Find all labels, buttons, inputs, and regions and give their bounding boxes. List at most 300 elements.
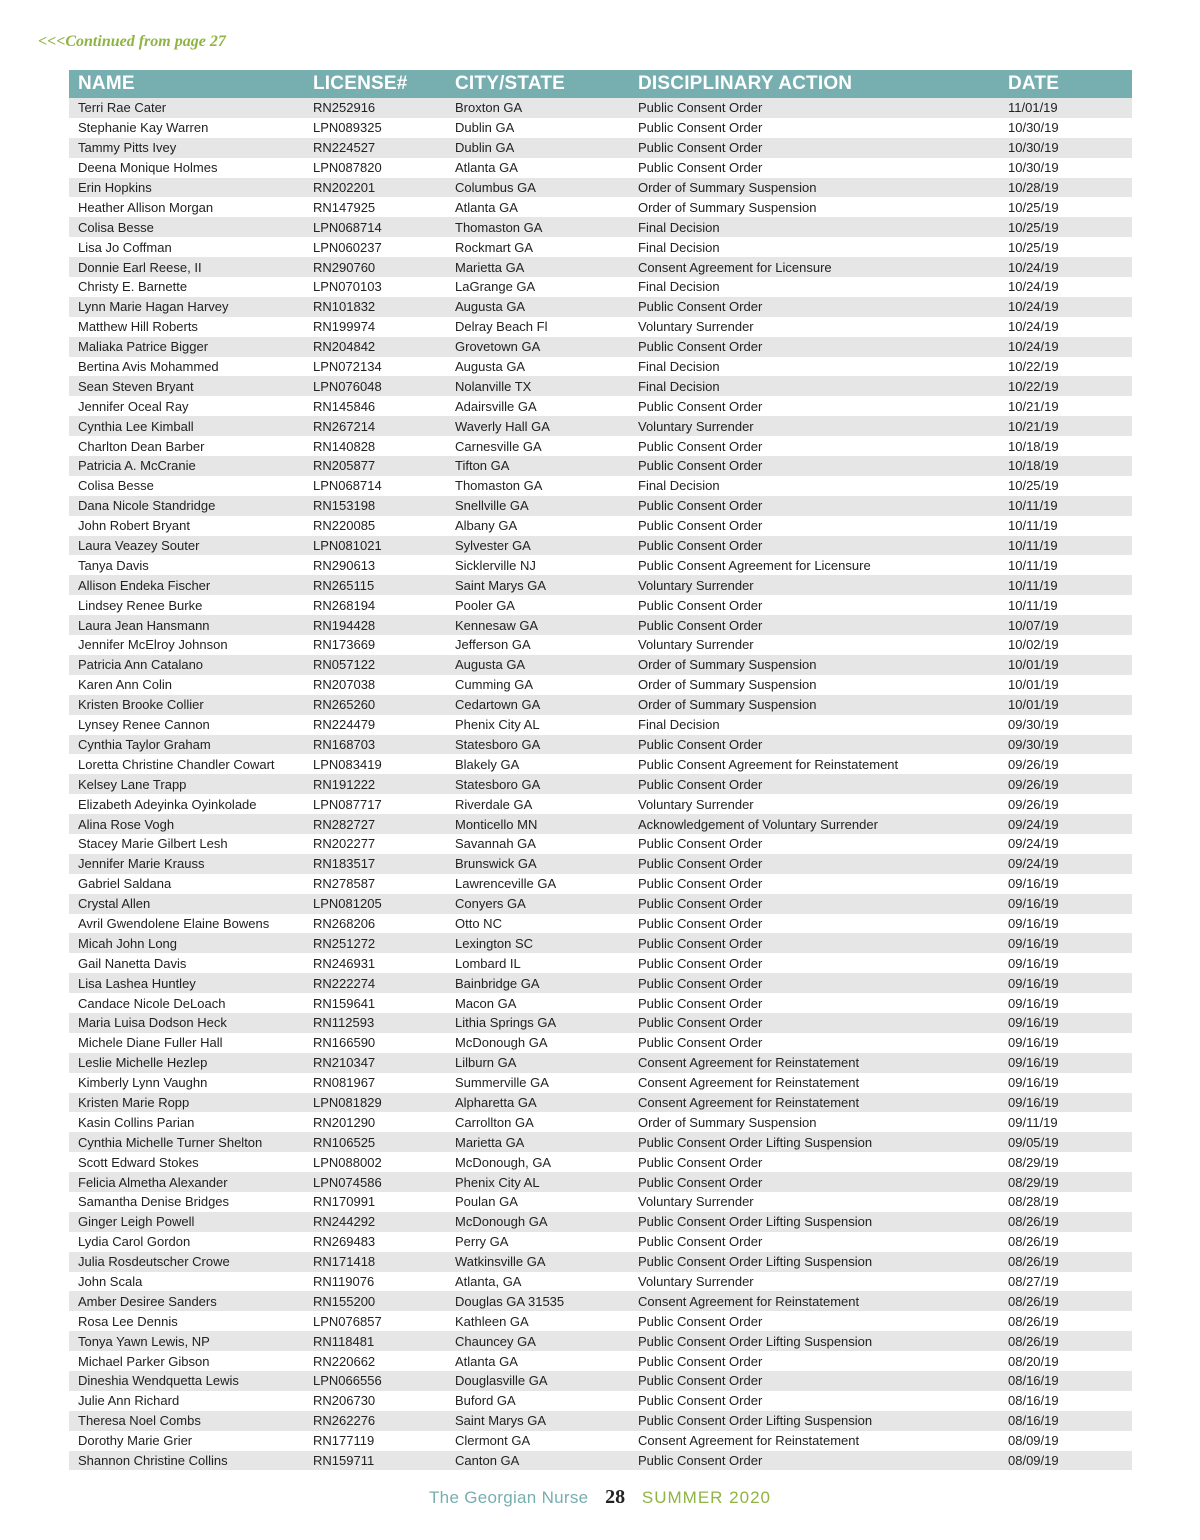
table-header: [69, 70, 1132, 98]
cell-license: RN201290: [313, 1114, 376, 1130]
cell-city-state: Thomaston GA: [455, 219, 543, 235]
cell-disciplinary-action: Public Consent Order: [638, 896, 763, 912]
cell-city-state: Columbus GA: [455, 180, 536, 195]
cell-license: RN222274: [313, 975, 376, 991]
cell-disciplinary-action: Public Consent Order: [638, 398, 763, 414]
cell-date: 09/16/19: [1008, 935, 1059, 951]
cell-license: RN290613: [313, 557, 376, 573]
cell-disciplinary-action: Public Consent Order: [638, 736, 763, 752]
cell-name: Charlton Dean Barber: [78, 438, 205, 454]
cell-date: 10/11/19: [1008, 518, 1058, 534]
cell-name: Kristen Brooke Collier: [78, 697, 204, 713]
cell-name: Julie Ann Richard: [78, 1393, 180, 1409]
table-row: [69, 1371, 1132, 1391]
table-row: [69, 933, 1132, 953]
table-row: [69, 197, 1132, 217]
cell-name: Gail Nanetta Davis: [78, 955, 187, 971]
cell-license: LPN081205: [313, 896, 382, 912]
cell-date: 10/24/19: [1008, 319, 1059, 335]
cell-date: 09/16/19: [1008, 955, 1059, 971]
cell-license: RN210347: [313, 1055, 376, 1071]
cell-disciplinary-action: Public Consent Order: [638, 1453, 763, 1468]
table-row: [69, 953, 1132, 973]
cell-disciplinary-action: Public Consent Order: [638, 299, 763, 315]
cell-license: RN177119: [313, 1433, 375, 1449]
cell-disciplinary-action: Public Consent Order: [638, 140, 763, 156]
cell-license: LPN072134: [313, 359, 382, 375]
cell-date: 08/29/19: [1008, 1154, 1059, 1170]
table-row: [69, 1013, 1132, 1033]
cell-license: RN265115: [313, 577, 375, 593]
cell-city-state: Marietta GA: [455, 1134, 525, 1150]
cell-name: Maliaka Patrice Bigger: [78, 339, 209, 355]
table-row: [69, 138, 1132, 158]
cell-date: 08/26/19: [1008, 1234, 1059, 1250]
cell-name: Julia Rosdeutscher Crowe: [78, 1254, 230, 1270]
cell-city-state: Carrollton GA: [455, 1114, 534, 1130]
cell-disciplinary-action: Order of Summary Suspension: [638, 1114, 817, 1130]
table-row: [69, 396, 1132, 416]
cell-date: 09/16/19: [1008, 995, 1059, 1011]
cell-license: RN153198: [313, 498, 376, 514]
cell-disciplinary-action: Public Consent Order: [638, 995, 763, 1011]
cell-date: 08/09/19: [1008, 1433, 1059, 1449]
cell-name: Gabriel Saldana: [78, 876, 172, 892]
cell-disciplinary-action: Order of Summary Suspension: [638, 677, 817, 693]
cell-name: Alina Rose Vogh: [78, 816, 175, 832]
cell-disciplinary-action: Public Consent Order: [638, 975, 763, 991]
cell-license: LPN081829: [313, 1094, 382, 1110]
cell-city-state: Statesboro GA: [455, 776, 541, 792]
cell-city-state: Nolanville TX: [455, 378, 532, 394]
table-row: [69, 834, 1132, 854]
cell-disciplinary-action: Final Decision: [638, 219, 720, 235]
cell-disciplinary-action: Public Consent Order: [638, 458, 763, 474]
cell-license: LPN068714: [313, 219, 382, 235]
cell-license: LPN066556: [313, 1373, 382, 1389]
cell-disciplinary-action: Public Consent Order: [638, 597, 763, 613]
page-footer: [0, 1486, 1200, 1509]
cell-name: Terri Rae Cater: [78, 100, 167, 116]
cell-name: Tanya Davis: [78, 557, 149, 573]
table-row: [69, 794, 1132, 814]
col-header-disciplinary-action: DISCIPLINARY ACTION: [638, 73, 853, 94]
cell-name: Crystal Allen: [78, 896, 151, 912]
cell-license: RN118481: [313, 1333, 375, 1349]
table-row: [69, 1391, 1132, 1411]
cell-date: 10/22/19: [1008, 378, 1059, 394]
cell-license: RN206730: [313, 1393, 376, 1409]
cell-disciplinary-action: Public Consent Order Lifting Suspension: [638, 1254, 873, 1270]
table-row: [69, 277, 1132, 297]
cell-city-state: Atlanta GA: [455, 160, 518, 176]
cell-city-state: Saint Marys GA: [455, 577, 547, 593]
cell-date: 09/16/19: [1008, 975, 1059, 991]
cell-license: RN119076: [313, 1273, 375, 1289]
col-header-license: LICENSE#: [313, 73, 408, 94]
cell-date: 08/27/19: [1008, 1273, 1059, 1289]
cell-city-state: Phenix City AL: [455, 1174, 540, 1190]
cell-date: 08/26/19: [1008, 1313, 1059, 1329]
cell-name: Christy E. Barnette: [78, 279, 188, 295]
cell-name: Scott Edward Stokes: [78, 1154, 199, 1170]
cell-name: Stephanie Kay Warren: [78, 120, 209, 136]
cell-name: Samantha Denise Bridges: [78, 1194, 230, 1210]
cell-license: RN220085: [313, 518, 376, 534]
cell-city-state: Monticello MN: [455, 816, 538, 832]
cell-city-state: Perry GA: [455, 1234, 509, 1250]
table-row: [69, 993, 1132, 1013]
table-row: [69, 1451, 1132, 1471]
cell-disciplinary-action: Public Consent Agreement for Reinstatement: [638, 756, 899, 772]
cell-city-state: Waverly Hall GA: [455, 418, 550, 434]
cell-date: 10/11/19: [1008, 597, 1058, 613]
cell-disciplinary-action: Public Consent Order: [638, 518, 763, 534]
cell-license: RN101832: [313, 299, 376, 315]
cell-license: LPN081021: [313, 538, 382, 554]
table-row: [69, 1431, 1132, 1451]
table-row: [69, 854, 1132, 874]
cell-city-state: Augusta GA: [455, 359, 526, 375]
cell-city-state: Broxton GA: [455, 100, 523, 116]
cell-date: 10/01/19: [1008, 657, 1059, 673]
col-header-city-state: CITY/STATE: [455, 73, 566, 94]
cell-date: 09/16/19: [1008, 896, 1059, 912]
cell-disciplinary-action: Final Decision: [638, 717, 720, 733]
cell-name: Felicia Almetha Alexander: [78, 1174, 228, 1190]
cell-disciplinary-action: Voluntary Surrender: [638, 319, 754, 335]
cell-city-state: Augusta GA: [455, 657, 526, 673]
table-row: [69, 754, 1132, 774]
cell-license: RN262276: [313, 1413, 376, 1429]
cell-license: RN282727: [313, 816, 376, 832]
cell-city-state: Cumming GA: [455, 677, 534, 693]
cell-disciplinary-action: Order of Summary Suspension: [638, 180, 817, 195]
cell-license: LPN087820: [313, 160, 382, 176]
cell-city-state: Douglasville GA: [455, 1373, 548, 1389]
cell-disciplinary-action: Public Consent Order: [638, 776, 763, 792]
cell-name: Cynthia Lee Kimball: [78, 418, 194, 434]
cell-disciplinary-action: Consent Agreement for Reinstatement: [638, 1094, 860, 1110]
table-row: [69, 1311, 1132, 1331]
cell-name: Colisa Besse: [78, 478, 154, 494]
table-row: [69, 516, 1132, 536]
table-row: [69, 914, 1132, 934]
table-row: [69, 98, 1132, 118]
cell-city-state: Bainbridge GA: [455, 975, 540, 991]
cell-city-state: Grovetown GA: [455, 339, 541, 355]
cell-city-state: Alpharetta GA: [455, 1094, 537, 1110]
table-row: [69, 1212, 1132, 1232]
cell-name: Michael Parker Gibson: [78, 1353, 210, 1369]
cell-date: 10/25/19: [1008, 478, 1059, 494]
cell-license: RN194428: [313, 617, 376, 633]
issue-label: SUMMER 2020: [641, 1488, 771, 1507]
cell-disciplinary-action: Public Consent Order: [638, 538, 763, 554]
cell-disciplinary-action: Public Consent Order: [638, 836, 763, 852]
cell-license: RN267214: [313, 418, 376, 434]
table-row: [69, 1033, 1132, 1053]
cell-disciplinary-action: Final Decision: [638, 378, 720, 394]
cell-disciplinary-action: Public Consent Order: [638, 1154, 763, 1170]
cell-name: Jennifer Marie Krauss: [78, 856, 205, 872]
cell-date: 10/22/19: [1008, 359, 1059, 375]
cell-city-state: Snellville GA: [455, 498, 529, 514]
cell-city-state: Chauncey GA: [455, 1333, 536, 1349]
cell-date: 10/24/19: [1008, 279, 1059, 295]
cell-disciplinary-action: Public Consent Order: [638, 1174, 763, 1190]
cell-license: RN191222: [313, 776, 376, 792]
cell-disciplinary-action: Public Consent Order: [638, 856, 763, 872]
cell-disciplinary-action: Order of Summary Suspension: [638, 697, 817, 713]
table-row: [69, 217, 1132, 237]
cell-city-state: Dublin GA: [455, 120, 515, 136]
cell-name: Deena Monique Holmes: [78, 160, 218, 176]
cell-date: 10/24/19: [1008, 339, 1059, 355]
col-header-date: DATE: [1008, 73, 1060, 94]
cell-name: Leslie Michelle Hezlep: [78, 1055, 208, 1071]
cell-license: RN166590: [313, 1035, 376, 1051]
cell-city-state: Macon GA: [455, 995, 517, 1011]
cell-name: Sean Steven Bryant: [78, 378, 194, 394]
cell-disciplinary-action: Public Consent Order: [638, 1313, 763, 1329]
cell-disciplinary-action: Public Consent Order: [638, 1373, 763, 1389]
cell-disciplinary-action: Public Consent Order: [638, 955, 763, 971]
cell-date: 11/01/19: [1008, 100, 1058, 116]
cell-date: 10/07/19: [1008, 617, 1059, 633]
cell-license: LPN074586: [313, 1174, 382, 1190]
cell-disciplinary-action: Voluntary Surrender: [638, 1194, 754, 1210]
table-row: [69, 655, 1132, 675]
cell-date: 09/24/19: [1008, 836, 1059, 852]
cell-license: RN220662: [313, 1353, 376, 1369]
cell-date: 08/16/19: [1008, 1413, 1059, 1429]
cell-disciplinary-action: Public Consent Order Lifting Suspension: [638, 1333, 873, 1349]
cell-city-state: Lilburn GA: [455, 1055, 517, 1071]
cell-name: Shannon Christine Collins: [78, 1453, 228, 1468]
cell-date: 09/30/19: [1008, 736, 1059, 752]
cell-date: 08/29/19: [1008, 1174, 1059, 1190]
table-row: [69, 1053, 1132, 1073]
cell-date: 09/16/19: [1008, 1055, 1059, 1071]
cell-name: Dana Nicole Standridge: [78, 498, 216, 514]
cell-license: RN170991: [313, 1194, 376, 1210]
cell-disciplinary-action: Order of Summary Suspension: [638, 199, 817, 215]
cell-name: Micah John Long: [78, 935, 178, 951]
cell-city-state: Rockmart GA: [455, 239, 534, 255]
table-row: [69, 1112, 1132, 1132]
cell-date: 09/24/19: [1008, 856, 1059, 872]
cell-disciplinary-action: Public Consent Order: [638, 160, 763, 176]
table-row: [69, 436, 1132, 456]
cell-city-state: Adairsville GA: [455, 398, 537, 414]
cell-name: Lynn Marie Hagan Harvey: [78, 299, 229, 315]
table-row: [69, 1192, 1132, 1212]
cell-name: Donnie Earl Reese, II: [78, 259, 202, 275]
cell-date: 09/16/19: [1008, 876, 1059, 892]
cell-date: 10/25/19: [1008, 219, 1059, 235]
cell-disciplinary-action: Consent Agreement for Reinstatement: [638, 1075, 860, 1091]
cell-license: RN168703: [313, 736, 376, 752]
cell-disciplinary-action: Public Consent Order: [638, 617, 763, 633]
continued-note: <<<Continued from page 27: [38, 33, 226, 50]
cell-name: Candace Nicole DeLoach: [78, 995, 226, 1011]
cell-license: RN265260: [313, 697, 376, 713]
cell-name: Kasin Collins Parian: [78, 1114, 195, 1130]
cell-city-state: Poulan GA: [455, 1194, 518, 1210]
table-body: [69, 98, 1132, 1470]
cell-name: Jennifer McElroy Johnson: [78, 637, 228, 653]
cell-license: RN155200: [313, 1293, 376, 1309]
table-row: [69, 1291, 1132, 1311]
cell-city-state: Douglas GA 31535: [455, 1293, 565, 1309]
cell-license: LPN060237: [313, 239, 382, 255]
cell-name: Cynthia Taylor Graham: [78, 736, 211, 752]
cell-date: 10/01/19: [1008, 677, 1059, 693]
cell-date: 09/16/19: [1008, 915, 1059, 931]
table-row: [69, 695, 1132, 715]
cell-license: LPN070103: [313, 279, 382, 295]
cell-name: John Robert Bryant: [78, 518, 191, 534]
cell-license: RN224527: [313, 140, 376, 156]
cell-city-state: Blakely GA: [455, 756, 520, 772]
cell-name: Patricia Ann Catalano: [78, 657, 204, 673]
cell-disciplinary-action: Consent Agreement for Reinstatement: [638, 1433, 860, 1449]
cell-license: LPN087717: [313, 796, 382, 812]
cell-license: RN081967: [313, 1075, 376, 1091]
cell-license: RN205877: [313, 458, 376, 474]
cell-date: 08/28/19: [1008, 1194, 1059, 1210]
cell-name: Laura Veazey Souter: [78, 538, 200, 554]
cell-date: 10/30/19: [1008, 120, 1059, 136]
cell-license: RN202201: [313, 180, 376, 195]
cell-name: Kelsey Lane Trapp: [78, 776, 187, 792]
cell-disciplinary-action: Public Consent Order Lifting Suspension: [638, 1413, 873, 1429]
cell-date: 10/25/19: [1008, 239, 1059, 255]
cell-license: RN278587: [313, 876, 376, 892]
cell-date: 10/24/19: [1008, 299, 1059, 315]
table-row: [69, 675, 1132, 695]
table-row: [69, 1331, 1132, 1351]
cell-name: Maria Luisa Dodson Heck: [78, 1015, 227, 1031]
cell-city-state: Lexington SC: [455, 935, 534, 951]
cell-license: LPN088002: [313, 1154, 382, 1170]
cell-city-state: McDonough GA: [455, 1214, 548, 1230]
cell-date: 08/16/19: [1008, 1393, 1059, 1409]
cell-date: 10/18/19: [1008, 458, 1059, 474]
cell-disciplinary-action: Public Consent Order Lifting Suspension: [638, 1214, 873, 1230]
cell-date: 10/25/19: [1008, 199, 1059, 215]
table-row: [69, 416, 1132, 436]
cell-date: 10/24/19: [1008, 259, 1059, 275]
cell-date: 10/11/19: [1008, 538, 1058, 554]
cell-city-state: Lombard IL: [455, 955, 521, 971]
cell-date: 09/11/19: [1008, 1114, 1058, 1130]
cell-license: LPN076048: [313, 378, 382, 394]
cell-city-state: Otto NC: [455, 915, 502, 931]
cell-license: RN204842: [313, 339, 376, 355]
cell-disciplinary-action: Voluntary Surrender: [638, 796, 754, 812]
cell-city-state: Lawrenceville GA: [455, 876, 557, 892]
cell-name: Rosa Lee Dennis: [78, 1313, 178, 1329]
table-row: [69, 575, 1132, 595]
cell-date: 09/30/19: [1008, 717, 1059, 733]
cell-city-state: Jefferson GA: [455, 637, 531, 653]
cell-city-state: Carnesville GA: [455, 438, 542, 454]
cell-city-state: Conyers GA: [455, 896, 526, 912]
table-row: [69, 1093, 1132, 1113]
cell-city-state: Clermont GA: [455, 1433, 531, 1449]
cell-disciplinary-action: Final Decision: [638, 478, 720, 494]
cell-disciplinary-action: Public Consent Order: [638, 438, 763, 454]
cell-date: 09/26/19: [1008, 756, 1059, 772]
cell-disciplinary-action: Public Consent Order: [638, 339, 763, 355]
cell-name: Tammy Pitts Ivey: [78, 140, 177, 156]
cell-city-state: Phenix City AL: [455, 717, 540, 733]
cell-date: 10/30/19: [1008, 160, 1059, 176]
cell-date: 09/16/19: [1008, 1015, 1059, 1031]
cell-license: RN251272: [313, 935, 376, 951]
cell-city-state: Brunswick GA: [455, 856, 537, 872]
table-row: [69, 178, 1132, 198]
cell-date: 09/16/19: [1008, 1094, 1059, 1110]
cell-date: 08/26/19: [1008, 1293, 1059, 1309]
cell-disciplinary-action: Consent Agreement for Licensure: [638, 259, 832, 275]
cell-disciplinary-action: Final Decision: [638, 359, 720, 375]
cell-name: Lynsey Renee Cannon: [78, 717, 210, 733]
cell-disciplinary-action: Voluntary Surrender: [638, 1273, 754, 1289]
cell-name: Dorothy Marie Grier: [78, 1433, 193, 1449]
cell-name: Erin Hopkins: [78, 180, 152, 195]
cell-date: 08/20/19: [1008, 1353, 1059, 1369]
cell-license: RN145846: [313, 398, 376, 414]
cell-city-state: Riverdale GA: [455, 796, 533, 812]
cell-disciplinary-action: Voluntary Surrender: [638, 577, 754, 593]
table-row: [69, 337, 1132, 357]
cell-date: 09/24/19: [1008, 816, 1059, 832]
cell-city-state: Delray Beach Fl: [455, 319, 548, 335]
cell-license: RN269483: [313, 1234, 376, 1250]
cell-city-state: McDonough GA: [455, 1035, 548, 1051]
cell-license: RN202277: [313, 836, 376, 852]
table-row: [69, 735, 1132, 755]
cell-city-state: Atlanta GA: [455, 199, 518, 215]
table-row: [69, 715, 1132, 735]
cell-disciplinary-action: Public Consent Order: [638, 100, 763, 116]
cell-city-state: Summerville GA: [455, 1075, 549, 1091]
cell-license: RN246931: [313, 955, 376, 971]
cell-date: 10/21/19: [1008, 418, 1059, 434]
cell-license: RN252916: [313, 100, 376, 116]
cell-disciplinary-action: Public Consent Order: [638, 1393, 763, 1409]
cell-date: 10/11/19: [1008, 498, 1058, 514]
cell-license: RN199974: [313, 319, 376, 335]
cell-date: 10/11/19: [1008, 557, 1058, 573]
cell-disciplinary-action: Final Decision: [638, 239, 720, 255]
cell-license: RN290760: [313, 259, 376, 275]
cell-disciplinary-action: Public Consent Order: [638, 1353, 763, 1369]
cell-name: Allison Endeka Fischer: [78, 577, 211, 593]
cell-date: 10/30/19: [1008, 140, 1059, 156]
cell-date: 08/26/19: [1008, 1254, 1059, 1270]
cell-disciplinary-action: Acknowledgement of Voluntary Surrender: [638, 816, 878, 832]
table-row: [69, 297, 1132, 317]
cell-city-state: Tifton GA: [455, 458, 510, 474]
cell-disciplinary-action: Public Consent Order: [638, 1234, 763, 1250]
cell-disciplinary-action: Voluntary Surrender: [638, 637, 754, 653]
cell-city-state: Buford GA: [455, 1393, 516, 1409]
cell-license: RN106525: [313, 1134, 376, 1150]
